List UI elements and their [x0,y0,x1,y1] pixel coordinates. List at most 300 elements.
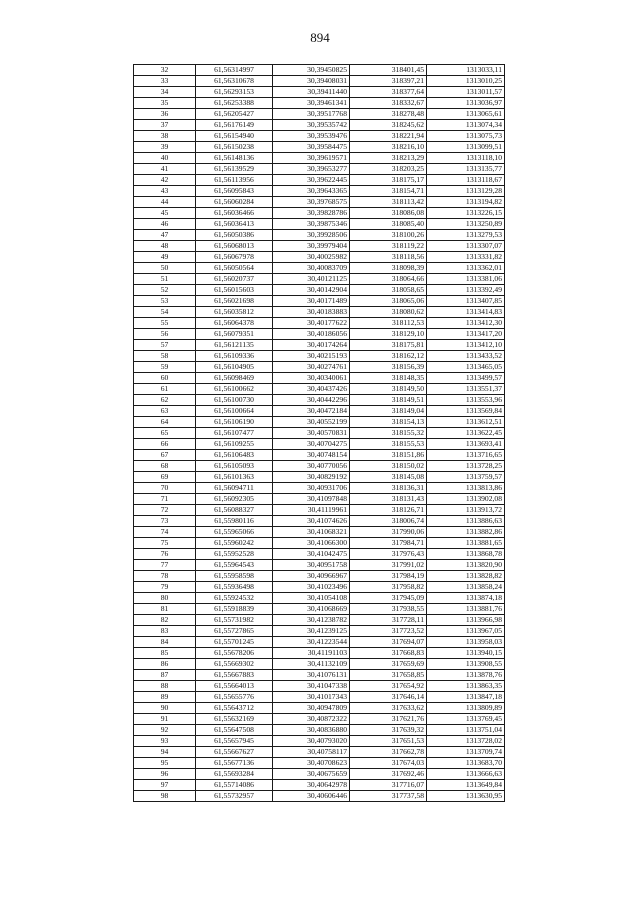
x-coordinate-cell: 318221,94 [350,131,427,142]
longitude-cell: 30,40177622 [273,318,350,329]
longitude-cell: 30,39619571 [273,153,350,164]
point-number-cell: 37 [134,120,196,131]
table-row [134,769,505,780]
table-row [134,186,505,197]
longitude-cell: 30,39461341 [273,98,350,109]
y-coordinate-cell: 1313414,83 [427,307,505,318]
longitude-cell: 30,41097848 [273,494,350,505]
latitude-cell: 61,56310678 [196,76,273,87]
point-number-cell: 96 [134,769,196,780]
point-number-cell: 34 [134,87,196,98]
y-coordinate-cell: 1313728,25 [427,461,505,472]
y-coordinate-cell: 1313465,05 [427,362,505,373]
point-number-cell: 72 [134,505,196,516]
y-coordinate-cell: 1313307,07 [427,241,505,252]
table-row [134,505,505,516]
table-row [134,538,505,549]
table-row [134,406,505,417]
latitude-cell: 61,56205427 [196,109,273,120]
longitude-cell: 30,40966967 [273,571,350,582]
x-coordinate-cell: 318377,64 [350,87,427,98]
y-coordinate-cell: 1313129,28 [427,186,505,197]
x-coordinate-cell: 318162,12 [350,351,427,362]
y-coordinate-cell: 1313412,10 [427,340,505,351]
table-row [134,340,505,351]
latitude-cell: 61,56079351 [196,329,273,340]
longitude-cell: 30,40793020 [273,736,350,747]
point-number-cell: 80 [134,593,196,604]
longitude-cell: 30,40872322 [273,714,350,725]
table-row [134,274,505,285]
latitude-cell: 61,56035812 [196,307,273,318]
y-coordinate-cell: 1313820,90 [427,560,505,571]
longitude-cell: 30,39653277 [273,164,350,175]
x-coordinate-cell: 318098,39 [350,263,427,274]
latitude-cell: 61,55655776 [196,692,273,703]
point-number-cell: 85 [134,648,196,659]
x-coordinate-cell: 318175,81 [350,340,427,351]
table-row [134,153,505,164]
x-coordinate-cell: 318112,53 [350,318,427,329]
y-coordinate-cell: 1313858,24 [427,582,505,593]
point-number-cell: 50 [134,263,196,274]
table-row [134,758,505,769]
x-coordinate-cell: 317945,09 [350,593,427,604]
table-row [134,637,505,648]
y-coordinate-cell: 1313967,05 [427,626,505,637]
longitude-cell: 30,40340061 [273,373,350,384]
x-coordinate-cell: 318100,26 [350,230,427,241]
y-coordinate-cell: 1313036,97 [427,98,505,109]
latitude-cell: 61,56104905 [196,362,273,373]
point-number-cell: 79 [134,582,196,593]
table-row [134,560,505,571]
point-number-cell: 62 [134,395,196,406]
longitude-cell: 30,40142904 [273,285,350,296]
longitude-cell: 30,40174264 [273,340,350,351]
x-coordinate-cell: 318151,86 [350,450,427,461]
x-coordinate-cell: 317659,69 [350,659,427,670]
longitude-cell: 30,40708623 [273,758,350,769]
point-number-cell: 87 [134,670,196,681]
point-number-cell: 76 [134,549,196,560]
longitude-cell: 30,41068669 [273,604,350,615]
y-coordinate-cell: 1313716,65 [427,450,505,461]
table-row [134,714,505,725]
table-row [134,241,505,252]
table-row [134,417,505,428]
longitude-cell: 30,40758117 [273,747,350,758]
y-coordinate-cell: 1313569,84 [427,406,505,417]
x-coordinate-cell: 318397,21 [350,76,427,87]
x-coordinate-cell: 318154,71 [350,186,427,197]
point-number-cell: 45 [134,208,196,219]
longitude-cell: 30,40829192 [273,472,350,483]
table-row [134,208,505,219]
y-coordinate-cell: 1313194,82 [427,197,505,208]
x-coordinate-cell: 318126,71 [350,505,427,516]
point-number-cell: 98 [134,791,196,802]
longitude-cell: 30,39411440 [273,87,350,98]
longitude-cell: 30,41074626 [273,516,350,527]
table-row [134,219,505,230]
table-row [134,703,505,714]
latitude-cell: 61,56106483 [196,450,273,461]
y-coordinate-cell: 1313135,77 [427,164,505,175]
x-coordinate-cell: 318213,29 [350,153,427,164]
point-number-cell: 35 [134,98,196,109]
longitude-cell: 30,40836880 [273,725,350,736]
longitude-cell: 30,41119961 [273,505,350,516]
y-coordinate-cell: 1313908,55 [427,659,505,670]
point-number-cell: 70 [134,483,196,494]
x-coordinate-cell: 318136,31 [350,483,427,494]
longitude-cell: 30,39450825 [273,65,350,76]
latitude-cell: 61,56109336 [196,351,273,362]
point-number-cell: 82 [134,615,196,626]
longitude-cell: 30,40171489 [273,296,350,307]
table-row [134,142,505,153]
x-coordinate-cell: 317639,32 [350,725,427,736]
table-row [134,318,505,329]
point-number-cell: 61 [134,384,196,395]
longitude-cell: 30,41047338 [273,681,350,692]
table-row [134,780,505,791]
y-coordinate-cell: 1313011,57 [427,87,505,98]
table-row [134,252,505,263]
longitude-cell: 30,40704275 [273,439,350,450]
latitude-cell: 61,55678206 [196,648,273,659]
x-coordinate-cell: 318131,43 [350,494,427,505]
latitude-cell: 61,55632169 [196,714,273,725]
table-row [134,373,505,384]
table-row [134,681,505,692]
table-row [134,307,505,318]
x-coordinate-cell: 317621,76 [350,714,427,725]
point-number-cell: 63 [134,406,196,417]
latitude-cell: 61,56092305 [196,494,273,505]
point-number-cell: 93 [134,736,196,747]
table-row [134,659,505,670]
table-row [134,384,505,395]
y-coordinate-cell: 1313751,04 [427,725,505,736]
y-coordinate-cell: 1313759,57 [427,472,505,483]
x-coordinate-cell: 318154,13 [350,417,427,428]
y-coordinate-cell: 1313878,76 [427,670,505,681]
x-coordinate-cell: 318150,02 [350,461,427,472]
latitude-cell: 61,55664013 [196,681,273,692]
longitude-cell: 30,40442296 [273,395,350,406]
latitude-cell: 61,55643712 [196,703,273,714]
latitude-cell: 61,56088327 [196,505,273,516]
y-coordinate-cell: 1313412,30 [427,318,505,329]
point-number-cell: 88 [134,681,196,692]
latitude-cell: 61,55732957 [196,791,273,802]
longitude-cell: 30,41066300 [273,538,350,549]
latitude-cell: 61,55669302 [196,659,273,670]
longitude-cell: 30,39768575 [273,197,350,208]
y-coordinate-cell: 1313074,34 [427,120,505,131]
y-coordinate-cell: 1313874,18 [427,593,505,604]
table-row [134,527,505,538]
x-coordinate-cell: 317692,46 [350,769,427,780]
latitude-cell: 61,56101363 [196,472,273,483]
longitude-cell: 30,39517768 [273,109,350,120]
point-number-cell: 91 [134,714,196,725]
x-coordinate-cell: 318155,32 [350,428,427,439]
point-number-cell: 59 [134,362,196,373]
point-number-cell: 58 [134,351,196,362]
x-coordinate-cell: 317723,52 [350,626,427,637]
table-row [134,736,505,747]
x-coordinate-cell: 318216,10 [350,142,427,153]
x-coordinate-cell: 318086,08 [350,208,427,219]
point-number-cell: 54 [134,307,196,318]
x-coordinate-cell: 317737,58 [350,791,427,802]
point-number-cell: 36 [134,109,196,120]
x-coordinate-cell: 317633,62 [350,703,427,714]
y-coordinate-cell: 1313693,41 [427,439,505,450]
x-coordinate-cell: 317958,82 [350,582,427,593]
table-row [134,285,505,296]
x-coordinate-cell: 317976,43 [350,549,427,560]
table-row [134,362,505,373]
table-row [134,109,505,120]
point-number-cell: 67 [134,450,196,461]
point-number-cell: 77 [134,560,196,571]
latitude-cell: 61,56253388 [196,98,273,109]
y-coordinate-cell: 1313250,89 [427,219,505,230]
longitude-cell: 30,40437426 [273,384,350,395]
longitude-cell: 30,39979404 [273,241,350,252]
latitude-cell: 61,56100730 [196,395,273,406]
table-row [134,670,505,681]
longitude-cell: 30,40215193 [273,351,350,362]
y-coordinate-cell: 1313433,52 [427,351,505,362]
latitude-cell: 61,55964543 [196,560,273,571]
table-row [134,593,505,604]
longitude-cell: 30,40951758 [273,560,350,571]
x-coordinate-cell: 317668,83 [350,648,427,659]
x-coordinate-cell: 318145,08 [350,472,427,483]
latitude-cell: 61,56060284 [196,197,273,208]
y-coordinate-cell: 1313881,76 [427,604,505,615]
y-coordinate-cell: 1313499,57 [427,373,505,384]
longitude-cell: 30,40947809 [273,703,350,714]
latitude-cell: 61,56064378 [196,318,273,329]
longitude-cell: 30,40183883 [273,307,350,318]
y-coordinate-cell: 1313966,98 [427,615,505,626]
longitude-cell: 30,41068321 [273,527,350,538]
point-number-cell: 38 [134,131,196,142]
point-number-cell: 90 [134,703,196,714]
table-row [134,395,505,406]
latitude-cell: 61,56095843 [196,186,273,197]
longitude-cell: 30,41223544 [273,637,350,648]
longitude-cell: 30,41132109 [273,659,350,670]
latitude-cell: 61,56050386 [196,230,273,241]
y-coordinate-cell: 1313769,45 [427,714,505,725]
longitude-cell: 30,41239125 [273,626,350,637]
longitude-cell: 30,40748154 [273,450,350,461]
table-row [134,76,505,87]
longitude-cell: 30,40186056 [273,329,350,340]
point-number-cell: 66 [134,439,196,450]
point-number-cell: 44 [134,197,196,208]
y-coordinate-cell: 1313828,82 [427,571,505,582]
longitude-cell: 30,40472184 [273,406,350,417]
latitude-cell: 61,55667883 [196,670,273,681]
latitude-cell: 61,55667627 [196,747,273,758]
point-number-cell: 74 [134,527,196,538]
point-number-cell: 47 [134,230,196,241]
point-number-cell: 78 [134,571,196,582]
longitude-cell: 30,40083709 [273,263,350,274]
longitude-cell: 30,40675659 [273,769,350,780]
x-coordinate-cell: 318113,42 [350,197,427,208]
longitude-cell: 30,39622445 [273,175,350,186]
x-coordinate-cell: 317651,53 [350,736,427,747]
point-number-cell: 64 [134,417,196,428]
point-number-cell: 33 [134,76,196,87]
x-coordinate-cell: 317658,85 [350,670,427,681]
longitude-cell: 30,40770056 [273,461,350,472]
point-number-cell: 94 [134,747,196,758]
longitude-cell: 30,39535742 [273,120,350,131]
latitude-cell: 61,56100664 [196,406,273,417]
longitude-cell: 30,40931706 [273,483,350,494]
y-coordinate-cell: 1313868,78 [427,549,505,560]
longitude-cell: 30,41017343 [273,692,350,703]
latitude-cell: 61,55980116 [196,516,273,527]
latitude-cell: 61,56106190 [196,417,273,428]
x-coordinate-cell: 318401,45 [350,65,427,76]
point-number-cell: 92 [134,725,196,736]
latitude-cell: 61,55918839 [196,604,273,615]
point-number-cell: 86 [134,659,196,670]
x-coordinate-cell: 317646,14 [350,692,427,703]
longitude-cell: 30,39408031 [273,76,350,87]
x-coordinate-cell: 318332,67 [350,98,427,109]
y-coordinate-cell: 1313709,74 [427,747,505,758]
point-number-cell: 73 [134,516,196,527]
latitude-cell: 61,55677136 [196,758,273,769]
table-row [134,725,505,736]
y-coordinate-cell: 1313622,45 [427,428,505,439]
latitude-cell: 61,55701245 [196,637,273,648]
latitude-cell: 61,55727865 [196,626,273,637]
latitude-cell: 61,55693284 [196,769,273,780]
y-coordinate-cell: 1313649,84 [427,780,505,791]
table-row [134,648,505,659]
latitude-cell: 61,55952528 [196,549,273,560]
latitude-cell: 61,56150238 [196,142,273,153]
latitude-cell: 61,56020737 [196,274,273,285]
longitude-cell: 30,41076131 [273,670,350,681]
x-coordinate-cell: 318129,10 [350,329,427,340]
table-row [134,351,505,362]
table-row [134,87,505,98]
latitude-cell: 61,56098469 [196,373,273,384]
point-number-cell: 48 [134,241,196,252]
longitude-cell: 30,40606446 [273,791,350,802]
table-row [134,263,505,274]
y-coordinate-cell: 1313417,20 [427,329,505,340]
latitude-cell: 61,55731982 [196,615,273,626]
latitude-cell: 61,56036466 [196,208,273,219]
x-coordinate-cell: 317990,06 [350,527,427,538]
point-number-cell: 43 [134,186,196,197]
x-coordinate-cell: 317984,19 [350,571,427,582]
point-number-cell: 65 [134,428,196,439]
table-row [134,329,505,340]
x-coordinate-cell: 318080,62 [350,307,427,318]
table-row [134,747,505,758]
x-coordinate-cell: 317991,02 [350,560,427,571]
longitude-cell: 30,41042475 [273,549,350,560]
x-coordinate-cell: 318058,65 [350,285,427,296]
longitude-cell: 30,39875346 [273,219,350,230]
table-row [134,692,505,703]
y-coordinate-cell: 1313913,72 [427,505,505,516]
x-coordinate-cell: 318118,56 [350,252,427,263]
y-coordinate-cell: 1313099,51 [427,142,505,153]
y-coordinate-cell: 1313683,70 [427,758,505,769]
table-row [134,494,505,505]
x-coordinate-cell: 318006,74 [350,516,427,527]
y-coordinate-cell: 1313847,18 [427,692,505,703]
x-coordinate-cell: 318149,04 [350,406,427,417]
latitude-cell: 61,56036413 [196,219,273,230]
point-number-cell: 57 [134,340,196,351]
longitude-cell: 30,39584475 [273,142,350,153]
table-row [134,98,505,109]
x-coordinate-cell: 317728,11 [350,615,427,626]
point-number-cell: 40 [134,153,196,164]
latitude-cell: 61,55936498 [196,582,273,593]
point-number-cell: 52 [134,285,196,296]
latitude-cell: 61,55924532 [196,593,273,604]
latitude-cell: 61,56121135 [196,340,273,351]
table-row [134,131,505,142]
table-row [134,175,505,186]
latitude-cell: 61,55647508 [196,725,273,736]
x-coordinate-cell: 317716,07 [350,780,427,791]
table-row [134,164,505,175]
x-coordinate-cell: 318156,39 [350,362,427,373]
y-coordinate-cell: 1313612,51 [427,417,505,428]
x-coordinate-cell: 317654,92 [350,681,427,692]
longitude-cell: 30,41238782 [273,615,350,626]
y-coordinate-cell: 1313809,89 [427,703,505,714]
point-number-cell: 39 [134,142,196,153]
latitude-cell: 61,56109255 [196,439,273,450]
longitude-cell: 30,40274761 [273,362,350,373]
x-coordinate-cell: 318175,17 [350,175,427,186]
table-row [134,615,505,626]
y-coordinate-cell: 1313666,63 [427,769,505,780]
y-coordinate-cell: 1313033,11 [427,65,505,76]
y-coordinate-cell: 1313813,86 [427,483,505,494]
point-number-cell: 56 [134,329,196,340]
point-number-cell: 49 [134,252,196,263]
point-number-cell: 46 [134,219,196,230]
y-coordinate-cell: 1313381,06 [427,274,505,285]
x-coordinate-cell: 318065,06 [350,296,427,307]
table-row [134,472,505,483]
longitude-cell: 30,40025982 [273,252,350,263]
latitude-cell: 61,56113956 [196,175,273,186]
